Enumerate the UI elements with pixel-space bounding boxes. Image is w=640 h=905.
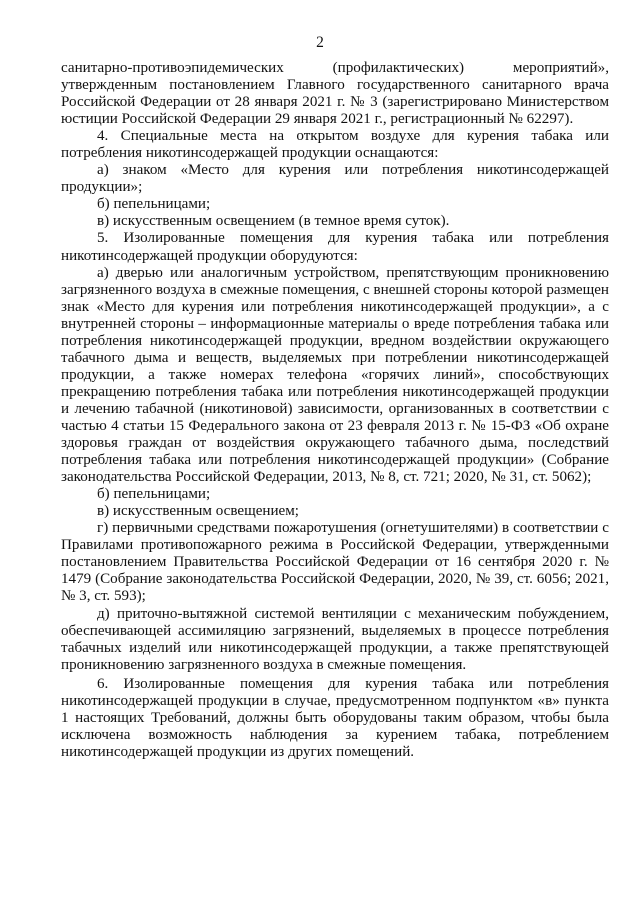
paragraph-item-5c: в) искусственным освещением; <box>97 503 300 520</box>
paragraph-item-6: 6. Изолированные помещения для курения табака или потребления никотинсодержащей продукции в случае, предусмотренном подпунктом «в» пункта 1 настоящих Требований, должны быть оборудованы таким образом, чтобы была исключена возможность наблюдения за курением табака, потреблением никотинсодержащей продукции из других помещений. <box>61 675 609 760</box>
paragraph-item-4b: б) пепельницами; <box>97 196 211 213</box>
paragraph-item-5e: д) приточно-вытяжной системой вентиляции с механическим побуждением, обеспечивающей ассимиляцию загрязнений, выделяемых в процессе потребления табачных изделий или никотинсодержащей продукции, а также препятствующей проникновению загрязненного воздуха в смежные помещения. <box>61 605 609 673</box>
paragraph-item-4a: а) знаком «Место для курения или потребления никотинсодержащей продукции»; <box>61 162 609 196</box>
paragraph-item-5d: г) первичными средствами пожаротушения (огнетушителями) в соответствии с Правилами противопожарного режима в Российской Федерации, утвержденными постановлением Правительства Российской Федерации от 16 сентября 2020 г. № 1479 (Собрание законодательства Российской Федерации, 2020, № 39, ст. 6056; 2021, № 3, ст. 593); <box>61 520 609 605</box>
paragraph-item-5: 5. Изолированные помещения для курения табака или потребления никотинсодержащей продукции оборудуются: <box>61 230 609 264</box>
paragraph-item-5a: а) дверью или аналогичным устройством, препятствующим проникновению загрязненного воздуха в смежные помещения, с внешней стороны которой размещен знак «Место для курения или потребления никотинсодержащей продукции», а с внутренней стороны – информационные материалы о вреде потребления табака или потребления никотинсодержащей продукции, вредном воздействии окружающего табачного дыма и веществ, выделяемых при потреблении никотинсодержащей продукции, а также номерах телефона «горячих линий», способствующих прекращению потребления табака или потребления никотинсодержащей продукции и лечению табачной (никотиновой) зависимости, организованных в соответствии с частью 4 статьи 15 Федерального закона от 23 февраля 2013 г. № 15-ФЗ «Об охране здоровья граждан от воздействия окружающего табачного дыма, последствий потребления табака или потребления никотинсодержащей продукции» (Собрание законодательства Российской Федерации, 2013, № 8, ст. 721; 2020, № 31, ст. 5062); <box>61 264 609 486</box>
paragraph-item-4: 4. Специальные места на открытом воздухе для курения табака или потребления никотинсодержащей продукции оснащаются: <box>61 128 609 162</box>
paragraph-item-4c: в) искусственным освещением (в темное время суток). <box>97 213 450 230</box>
page-number: 2 <box>316 34 324 51</box>
document-body <box>61 60 609 761</box>
paragraph-item-5b: б) пепельницами; <box>97 486 211 503</box>
paragraph-continuation: санитарно-противоэпидемических (профилактических) мероприятий», утвержденным постановлением Главного государственного санитарного врача Российской Федерации от 28 января 2021 г. № 3 (зарегистрировано Министерством юстиции Российской Федерации 29 января 2021 г., регистрационный № 62297). <box>61 60 609 128</box>
